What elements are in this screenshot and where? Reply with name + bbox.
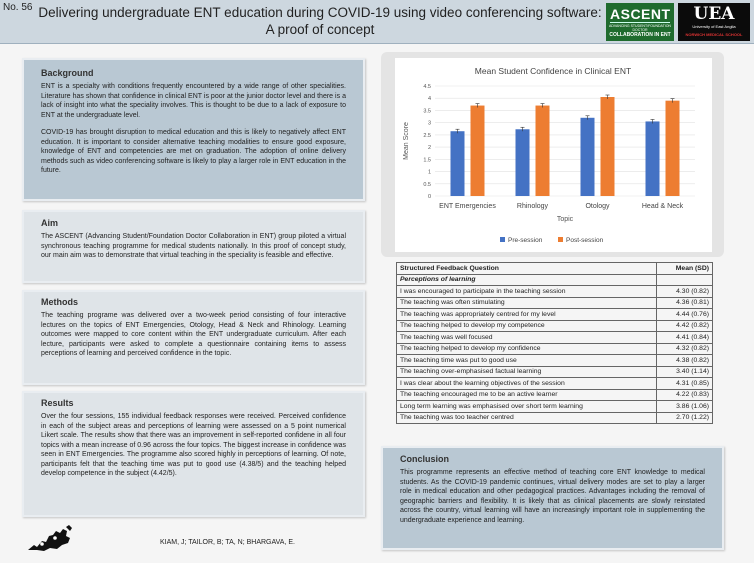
feedback-row	[397, 320, 713, 332]
bar-post-session	[471, 106, 485, 196]
legend-swatch	[500, 237, 505, 242]
results-heading: Results	[41, 398, 74, 408]
background-paragraph-1: ENT is a specialty with conditions frequently encountered by a wide range of other specialities. Literature has shown that confidence in clinical ENT is poor at the junior doctor level and there is a lack of insight into what the speciality involves. This is thought to be due to a lack of exposure to ENT at the undergraduate level.	[41, 83, 346, 119]
x-tick-label: Otology	[585, 203, 610, 210]
x-axis-label: Topic	[556, 216, 574, 223]
feedback-header-row	[397, 263, 713, 275]
chart-title: Mean Student Confidence in Clinical ENT	[474, 66, 632, 76]
x-tick-label: Head & Neck	[641, 203, 684, 210]
y-axis-label: Mean Score	[403, 122, 410, 160]
feedback-section-row	[397, 274, 713, 286]
feedback-mean: 4.32 (0.82)	[657, 343, 713, 355]
y-tick-label: 4.5	[423, 84, 431, 90]
results-panel	[22, 391, 365, 517]
feedback-mean: 4.41 (0.84)	[657, 332, 713, 344]
background-heading: Background	[41, 68, 94, 78]
conclusion-paragraph: This programme represents an effective method of teaching core ENT knowledge to medical students. As the COVID-19 pandemic continues, virtual delivery modes are set to play a larger role in medical education and other pedagogical practices. Advantages including the removal of geographic barriers and flexibility. It is likely that as clinical placements are slowly reinstated across the country, virtual learning will have an increasingly important role in supplementing the undergraduate experience and learning.	[400, 469, 705, 524]
feedback-mean: 4.22 (0.83)	[657, 389, 713, 401]
aim-paragraph: The ASCENT (Advancing Student/Foundation Doctor Collaboration in ENT) group piloted a virtual synchronous teaching programme for medical students nationally. In this proof of concept study, our main aim was to demonstrate that virtual teaching in the speciality is feasible and effective.	[41, 233, 346, 259]
legend-swatch	[558, 237, 563, 242]
feedback-row	[397, 412, 713, 424]
ascent-logo: ASCENT ADVANCING STUDENT/FOUNDATION DOCTOR COLLABORATION IN ENT	[606, 3, 674, 41]
background-paragraph-2: COVID-19 has brought disruption to medical education and this is likely to negatively affect ENT education. It is important to consider alternative teaching modalities to ensure good exposure, knowledge of ENT and competencies are met on graduation. The adoption of online delivery methods such as video conferencing software is likely to play a larger role in ENT education in the future.	[41, 129, 346, 174]
y-tick-label: 2.5	[423, 132, 431, 139]
feedback-mean: 4.44 (0.76)	[657, 309, 713, 321]
feedback-row	[397, 378, 713, 390]
feedback-question: The teaching helped to develop my confidence	[397, 343, 657, 355]
feedback-question: I was encouraged to participate in the teaching session	[397, 286, 657, 298]
y-tick-label: 1.5	[423, 157, 431, 164]
feedback-row	[397, 343, 713, 355]
bar-post-session	[536, 106, 550, 196]
feedback-mean: 4.30 (0.82)	[657, 286, 713, 298]
y-tick-label: 4	[427, 96, 431, 103]
feedback-question: The teaching was well focused	[397, 332, 657, 344]
legend-label: Post-session	[566, 237, 604, 244]
methods-heading: Methods	[41, 297, 78, 307]
bar-pre-session	[451, 131, 465, 196]
feedback-question: I was clear about the learning objectives of the session	[397, 378, 657, 390]
poster-title	[30, 4, 610, 38]
methods-paragraph: The teaching programe was delivered over a two-week period consisting of four interactive lectures on the topics of ENT Emergencies, Otology, Head & Neck and Rhinology. Learning outcomes were mapped to core content within the ENT undergraduate curriculum. After each lecture, participants were asked to complete a questionnaire containing items to assess perceptions of learning and perceived confidence in the topic.	[41, 312, 346, 357]
feedback-mean: 3.40 (1.14)	[657, 366, 713, 378]
feedback-row	[397, 286, 713, 298]
y-tick-label: 0	[427, 194, 431, 200]
uk-map-icon	[22, 523, 82, 553]
x-tick-label: Rhinology	[516, 203, 549, 210]
bar-post-session	[601, 97, 615, 196]
y-tick-label: 2	[427, 145, 431, 152]
poster-header	[0, 0, 754, 44]
feedback-mean: 3.86 (1.06)	[657, 401, 713, 413]
title-line-1: Delivering undergraduate ENT education during COVID-19 using video conferencing software:	[38, 5, 602, 20]
uea-logo: UEA University of East Anglia NORWICH MEDICAL SCHOOL	[678, 3, 750, 41]
chart-area	[395, 58, 712, 252]
feedback-row	[397, 401, 713, 413]
aim-heading: Aim	[41, 218, 59, 228]
feedback-row	[397, 297, 713, 309]
aim-panel	[22, 210, 365, 283]
background-panel	[22, 58, 365, 201]
feedback-section-label: Perceptions of learning	[397, 274, 657, 286]
feedback-row	[397, 389, 713, 401]
feedback-question: The teaching over-emphasised factual learning	[397, 366, 657, 378]
poster-number: No. 56	[3, 2, 33, 13]
feedback-row	[397, 366, 713, 378]
feedback-row	[397, 309, 713, 321]
confidence-bar-chart	[395, 58, 712, 252]
bar-pre-session	[581, 118, 595, 196]
bar-pre-session	[516, 129, 530, 196]
feedback-question: The teaching was too teacher centred	[397, 412, 657, 424]
y-tick-label: 1	[427, 169, 431, 176]
feedback-mean: 4.36 (0.81)	[657, 297, 713, 309]
y-tick-label: 0.5	[423, 181, 431, 188]
feedback-row	[397, 355, 713, 367]
methods-panel	[22, 290, 365, 385]
feedback-question: The teaching was appropriately centred for my level	[397, 309, 657, 321]
feedback-mean: 2.70 (1.22)	[657, 412, 713, 424]
feedback-question: The teaching time was put to good use	[397, 355, 657, 367]
feedback-question: The teaching was often stimulating	[397, 297, 657, 309]
conclusion-heading: Conclusion	[400, 454, 449, 464]
feedback-mean: 4.31 (0.85)	[657, 378, 713, 390]
feedback-question-header: Structured Feedback Question	[397, 263, 657, 275]
bar-post-session	[666, 101, 680, 196]
title-line-2: A proof of concept	[265, 22, 375, 37]
x-tick-label: ENT Emergencies	[439, 203, 496, 210]
feedback-question: The teaching encouraged me to be an active learner	[397, 389, 657, 401]
feedback-mean-header: Mean (SD)	[657, 263, 713, 275]
feedback-question: The teaching helped to develop my competence	[397, 320, 657, 332]
authors: KIAM, J; TAILOR, B; TA, N; BHARGAVA, E.	[160, 539, 295, 546]
feedback-question: Long term learning was emphasised over short term learning	[397, 401, 657, 413]
feedback-row	[397, 332, 713, 344]
y-tick-label: 3.5	[423, 108, 431, 115]
feedback-table	[396, 262, 713, 424]
y-tick-label: 3	[427, 120, 431, 127]
bar-pre-session	[646, 121, 660, 196]
results-paragraph: Over the four sessions, 155 individual feedback responses were received. Perceived confidence in each of the subject areas and perceptions of learning were assessed on a 5 point numerical Likert scale. The results show that there was an improvement in self-reported confidene in all four topics with a mean increase of 0.96 across the four topics. The biggest increase in confidence was seen in ENT Emergencies. The programme also scored highly in perceptions of learning. Of note, participants felt that the teaching time was put to good use (4.38/5) and the teaching helped develop competence in the subject (4.42/5).	[41, 413, 346, 477]
conclusion-panel	[381, 446, 724, 550]
feedback-mean: 4.42 (0.82)	[657, 320, 713, 332]
legend-label: Pre-session	[508, 237, 543, 244]
feedback-mean: 4.38 (0.82)	[657, 355, 713, 367]
